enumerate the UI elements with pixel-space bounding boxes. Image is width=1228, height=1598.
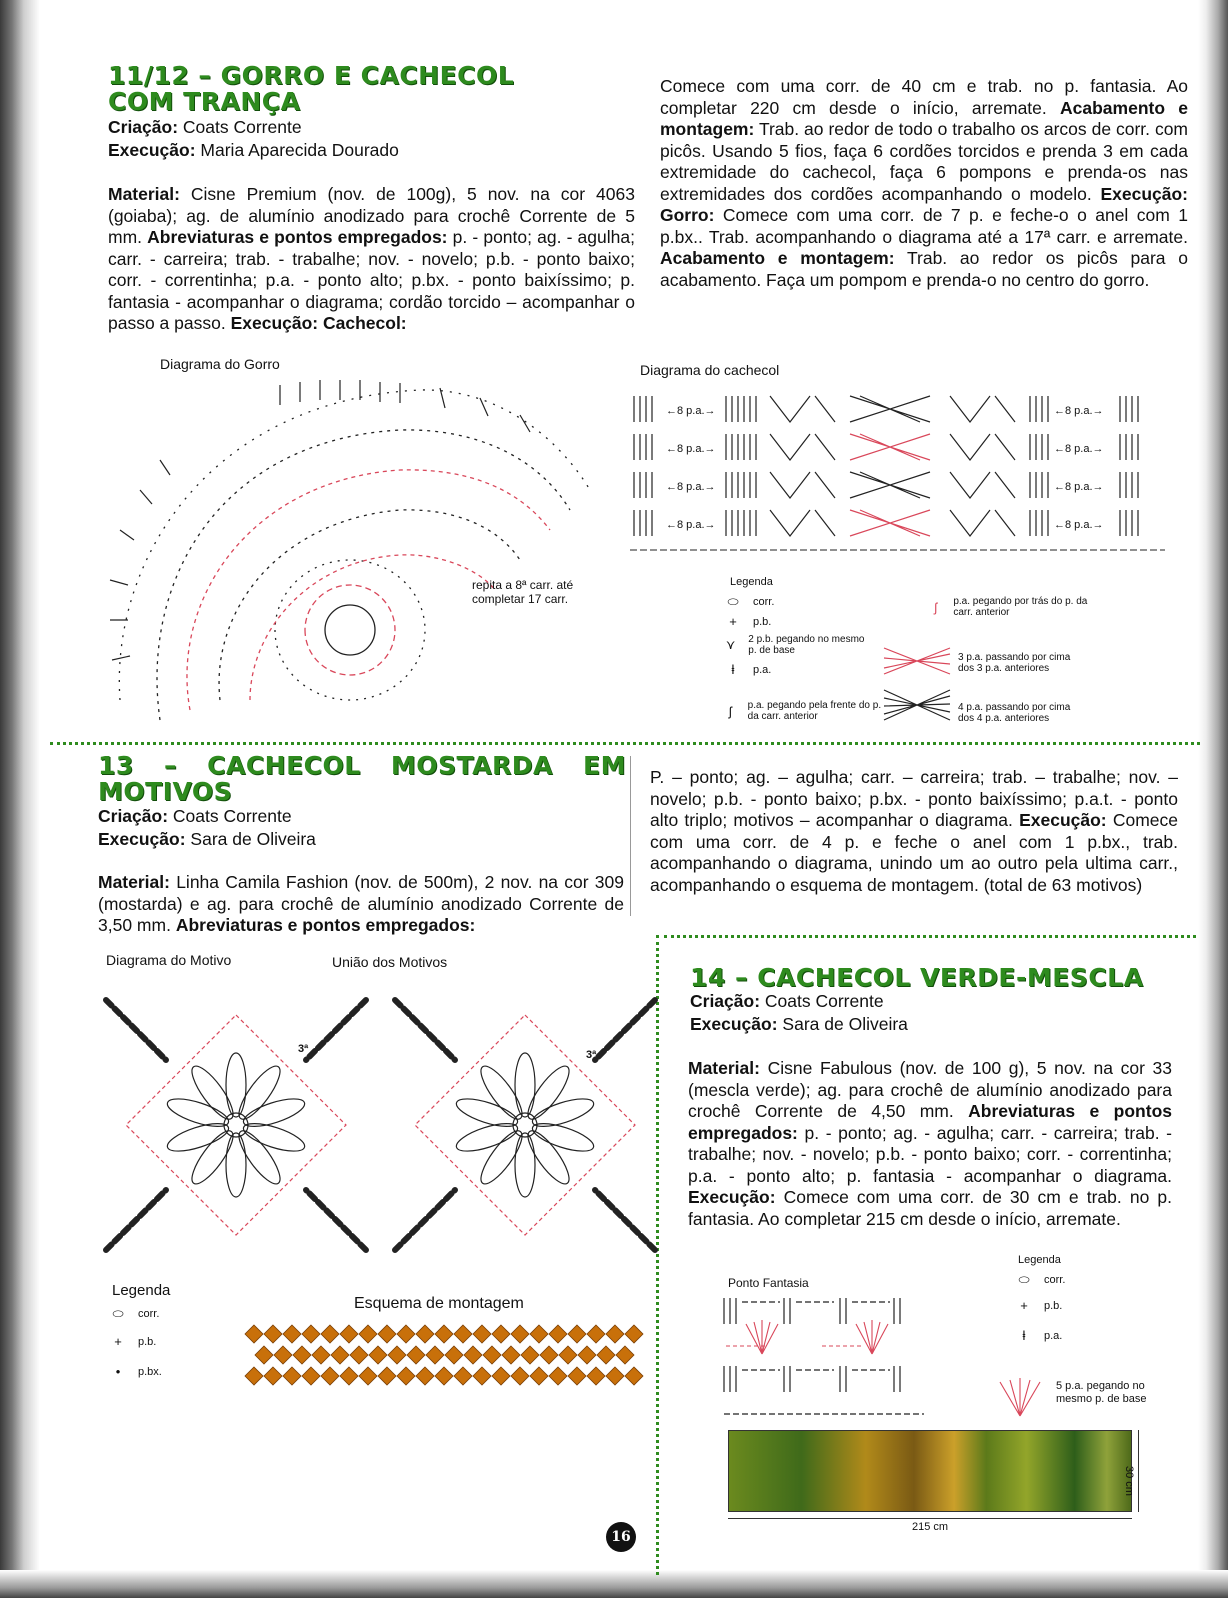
exec-gorro-label: Execução: Gorro: [660,183,1188,225]
gorro-repeat-note: repita a 8ª carr. até completar 17 carr. [472,578,574,606]
section3-execution: Execução: Sara de Oliveira [690,1014,908,1034]
material-label: Material: [108,184,180,204]
increase-icon: ⋎ [725,637,736,652]
motif-square [415,1015,635,1235]
page-number: 16 [606,1522,636,1552]
motif-petal [186,1061,240,1125]
exec-cachecol-label: Execução: Cachecol: [230,313,407,333]
material-text: Cisne Premium (nov. de 100g), 5 nov. na cor 4063 (goiaba); ag. de alumínio anodizado para crochê Corrente de 5 mm. [108,184,635,247]
section2-title-line2: MOTIVOS [98,777,233,806]
ponto-legend-title: Legenda [1018,1254,1061,1266]
ponto-fantasia-caption: Ponto Fantasia [728,1276,809,1290]
assembly-diamond [597,1346,615,1364]
section2-right-paragraph: P. – ponto; ag. – agulha; carr. – carreira; trab. – trabalhe; nov. – novelo; p.b. - ponto baixo; p.bx. - ponto baixíssimo; p.a.t. - ponto alto triplo; motivos – acompanhar o diagrama. Execução: Comece com uma corr. de 4 p. e feche o anel com 1 p.bx., trab. acompanhando o diagrama, unindo um ao outro pela ultima carr., acompanhando o esquema de montagem. (total de 63 motivos) [650,767,1178,895]
cachecol-diagram [630,388,1170,563]
cable-3-icon [882,646,952,676]
section3-material-paragraph: Material: Cisne Fabulous (nov. de 100 g), 5 nov. na cor 33 (mescla verde); ag. para crochê de alumínio anodizado para crochê Corrente de 4,50 mm. Abreviaturas e pontos empregados: p. - ponto; ag. - agulha; carr. - carreira; trab. - trabalhe; nov. - novelo; p.b. - ponto baixo; corr. - correntinha; p.a. - ponto alto; p. fantasia - acompanhar o diagrama. Execução: Comece com uma corr. de 30 cm e trab. no p. fantasia. Ao completar 215 cm desde o início, arremate. [688,1058,1172,1229]
chain-symbol-icon: ⬭ [1018,1272,1030,1287]
v-stitch [770,434,835,460]
chain-label: ←8 p.a.→ [1054,481,1104,493]
page-right-edge [1198,0,1228,1598]
diagram-motivo-caption: Diagrama do Motivo [106,952,232,968]
abbr-text: p. - ponto; ag. - agulha; carr. - carreira; trab. - trabalhe; nov. - novelo; p.b. - ponto baixo; corr. - correntinha; p.a. - ponto alto; p.bx. - ponto baixíssimo; p. fantasia - acompanhar o diagrama; cordão torcido – acompanhar o passo a passo. [108,227,635,333]
double-crochet-icon: ⱡ [1022,1328,1026,1343]
v-stitch [950,396,1015,422]
v-stitch [770,472,835,498]
motif-legend-corr: ⬭ corr. [110,1306,159,1322]
section-divider-horizontal [50,742,1200,745]
abbr-label: Abreviaturas e pontos empregados: [147,227,448,247]
motif-diagram-right [385,990,665,1260]
scarf-color-preview [728,1430,1135,1512]
assembly-diamond [416,1325,434,1343]
assembly-diamond [274,1346,292,1364]
assembly-diamond [511,1367,529,1385]
assembly-diamond [388,1346,406,1364]
assembly-diamond [454,1367,472,1385]
chain-label: ←8 p.a.→ [666,481,716,493]
assembly-diamond [502,1346,520,1364]
cachecol-legend-pb: + p.b. [725,614,771,629]
v-stitch [770,510,835,536]
v-stitch [950,510,1015,536]
assembly-diamond [426,1346,444,1364]
assembly-diamond [321,1367,339,1385]
diagram-gorro-caption: Diagrama do Gorro [160,356,280,372]
page-binding-edge [0,0,40,1598]
width-dimension-line [728,1518,1132,1519]
assembly-scheme [244,1324,644,1388]
assembly-diamond [473,1367,491,1385]
section1-title-line1: 11/12 – GORRO E CACHECOL [108,61,515,90]
motif-petal [530,1118,597,1157]
height-dimension-label: 30 cm [1123,1466,1135,1496]
chain-label: ←8 p.a.→ [1054,519,1104,531]
cable-3-label: 3 p.a. passando por cima dos 3 p.a. anteriores [958,652,1071,674]
assembly-diamond [359,1325,377,1343]
assembly-diamond [559,1346,577,1364]
double-crochet-icon: ⱡ [731,662,735,677]
section2-material-paragraph: Material: Linha Camila Fashion (nov. de 500m), 2 nov. na cor 309 (mostarda) e ag. para crochê de alumínio anodizado Corrente de 3,50 mm. Abreviaturas e pontos empregados: [98,872,624,935]
section1-title-line2: COM TRANÇA [108,87,301,116]
five-dc-icon [996,1378,1044,1418]
execution-label: Execução: [108,140,196,160]
assembly-diamond [245,1367,263,1385]
motif-legend-title: Legenda [112,1282,171,1299]
assembly-diamond [530,1367,548,1385]
assembly-diamond [435,1325,453,1343]
motif-petal [233,1061,287,1125]
motif-petal [515,1133,535,1197]
chain-label: ←8 p.a.→ [1054,405,1104,417]
motif-petal [186,1126,240,1190]
assembly-diamond [397,1325,415,1343]
assembly-diamond [435,1367,453,1385]
esquema-caption: Esquema de montagem [354,1295,524,1312]
assembly-diamond [625,1367,643,1385]
motif-diagram-left [96,990,376,1260]
cachecol-legend-corr: ⬭ corr. [725,594,774,610]
assembly-diamond [606,1367,624,1385]
chain-label: ←8 p.a.→ [666,405,716,417]
assembly-diamond [293,1346,311,1364]
assembly-diamond [625,1325,643,1343]
ponto-legend-pa: ⱡ p.a. [1016,1328,1062,1343]
assembly-diamond [302,1367,320,1385]
assembly-diamond [549,1325,567,1343]
creation-label: Criação: [108,117,179,137]
assembly-diamond [616,1346,634,1364]
assembly-diamond [264,1367,282,1385]
cachecol-legend-2pb: ⋎ 2 p.b. pegando no mesmo p. de base [725,634,865,656]
cachecol-legend-pa: ⱡ p.a. [725,662,771,677]
assembly-diamond [283,1325,301,1343]
motif-petal [475,1126,529,1190]
back-post-icon: ʃ [934,599,938,615]
assembly-diamond [568,1325,586,1343]
v-stitch [770,396,835,422]
motif-petal [453,1118,520,1157]
motif-petal [164,1093,231,1132]
cachecol-legend-pa-front: ʃ p.a. pegando pela frente do p. da carr. anterior [725,700,885,722]
assembly-diamond [378,1367,396,1385]
column-divider [630,756,631,916]
assembly-diamond [445,1346,463,1364]
motif-petal [164,1118,231,1157]
chain-label: ←8 p.a.→ [666,519,716,531]
section2-execution: Execução: Sara de Oliveira [98,829,316,849]
section1-material-paragraph [108,184,635,335]
assembly-diamond [568,1367,586,1385]
assembly-diamond [587,1367,605,1385]
motif-petal [453,1093,520,1132]
motif-petal [530,1093,597,1132]
diagram-cachecol-caption: Diagrama do cachecol [640,362,780,378]
cable-cross [850,472,930,498]
motif-corner-chains [106,1000,366,1250]
assembly-diamond [473,1325,491,1343]
assembly-diamond [483,1346,501,1364]
acab-label: Acabamento e montagem: [660,97,1188,139]
assembly-diamond [264,1325,282,1343]
single-crochet-icon: + [729,614,737,629]
motif-petal [522,1061,576,1125]
motif-legend-pb: + p.b. [110,1334,156,1349]
assembly-diamond [549,1367,567,1385]
page-bottom-edge [0,1570,1228,1598]
assembly-diamond [340,1325,358,1343]
round-label-right: 3ª [586,1049,597,1061]
ponto-legend-pb: + p.b. [1016,1298,1062,1313]
front-post-icon: ʃ [728,703,732,719]
right-text-a: Comece com uma corr. de 40 cm e trab. no p. fantasia. Ao completar 220 cm desde o início, arremate. [660,76,1188,118]
assembly-diamonds [245,1325,643,1385]
chain-label: ←8 p.a.→ [666,443,716,455]
assembly-diamond [312,1346,330,1364]
uniao-motivos-caption: União dos Motivos [332,954,448,970]
assembly-diamond [606,1325,624,1343]
cable-cross [850,396,930,422]
assembly-diamond [587,1325,605,1343]
gorro-diagram [100,380,620,750]
section3-divider-horizontal [664,935,1196,938]
width-dimension-label: 215 cm [912,1521,949,1533]
round-label-left: 3ª [298,1043,309,1055]
motif-petal [233,1126,287,1190]
cachecol-legend-pa-back: ʃ p.a. pegando por trás do p. da carr. anterior [930,596,1090,618]
execution-value: Maria Aparecida Dourado [200,140,399,160]
v-stitch [950,434,1015,460]
assembly-diamond [245,1325,263,1343]
single-crochet-icon: + [114,1334,122,1349]
assembly-diamond [321,1325,339,1343]
assembly-diamond [540,1346,558,1364]
right-text-c: Comece com uma corr. de 7 p. e feche-o o anel com 1 p.bx.. Trab. acompanhando o diagrama até a 17ª carr. e arremate. [660,205,1188,247]
section3-title: 14 – CACHECOL VERDE-MESCLA [690,963,1144,992]
cachecol-legend-title: Legenda [730,576,773,588]
assembly-diamond [464,1346,482,1364]
assembly-diamond [511,1325,529,1343]
assembly-diamond [454,1325,472,1343]
assembly-diamond [492,1325,510,1343]
cable-4-icon [882,688,952,722]
creation-value: Coats Corrente [182,117,302,137]
acab2-label: Acabamento e montagem: [660,248,895,268]
motif-corner-chains [395,1000,655,1250]
five-dc-label: 5 p.a. pegando no mesmo p. de base [1056,1380,1147,1405]
assembly-diamond [302,1325,320,1343]
assembly-diamond [521,1346,539,1364]
assembly-diamond [407,1346,425,1364]
assembly-diamond [350,1346,368,1364]
assembly-diamond [255,1346,273,1364]
slip-stitch-icon: • [115,1364,121,1379]
assembly-diamond [530,1325,548,1343]
chain-label: ←8 p.a.→ [1054,443,1104,455]
assembly-diamond [378,1325,396,1343]
motif-legend-pbx: • p.bx. [110,1364,162,1379]
motif-petal [515,1053,535,1117]
section3-creation: Criação: Coats Corrente [690,991,884,1011]
chain-symbol-icon: ⬭ [727,594,739,609]
section1-creation [108,116,302,138]
assembly-diamond [369,1346,387,1364]
motif-petal [226,1133,246,1197]
ponto-legend-corr: ⬭ corr. [1016,1272,1065,1288]
right-text-d: Trab. ao redor os picôs para o acabamento. Faça um pompom e prenda-o no centro do gorro. [660,248,1188,290]
assembly-diamond [492,1367,510,1385]
assembly-diamond [416,1367,434,1385]
assembly-diamond [359,1367,377,1385]
motif-square [126,1015,346,1235]
assembly-diamond [340,1367,358,1385]
v-stitch [950,472,1015,498]
cachecol-rows [634,396,1138,536]
motif-petal [522,1126,576,1190]
section1-execution [108,139,399,161]
motif-petal [226,1053,246,1117]
ponto-fantasia-diagram [722,1294,932,1416]
assembly-diamond [397,1367,415,1385]
section2-creation: Criação: Coats Corrente [98,806,292,826]
single-crochet-icon: + [1020,1298,1028,1313]
motif-petal [241,1093,308,1132]
assembly-diamond [578,1346,596,1364]
section2-title-line1: 13 – CACHECOL MOSTARDA EM [98,751,626,780]
section1-right-paragraph [660,76,1188,291]
height-dimension-line [1138,1430,1139,1512]
motif-petal [241,1118,308,1157]
cable-4-label: 4 p.a. passando por cima dos 4 p.a. anteriores [958,702,1071,724]
assembly-diamond [331,1346,349,1364]
motif-petal [475,1061,529,1125]
cable-cross [850,434,930,460]
assembly-diamond [283,1367,301,1385]
cable-cross [850,510,930,536]
right-text-b: Trab. ao redor de todo o trabalho os arcos de corr. com picôs. Usando 5 fios, faça 6 cordões torcidos e prenda 3 em cada extremidade do cachecol, faça 6 pompons e prenda-os nas extremidades dos cordões acompanhando o modelo. [660,119,1188,204]
chain-symbol-icon: ⬭ [112,1306,124,1321]
